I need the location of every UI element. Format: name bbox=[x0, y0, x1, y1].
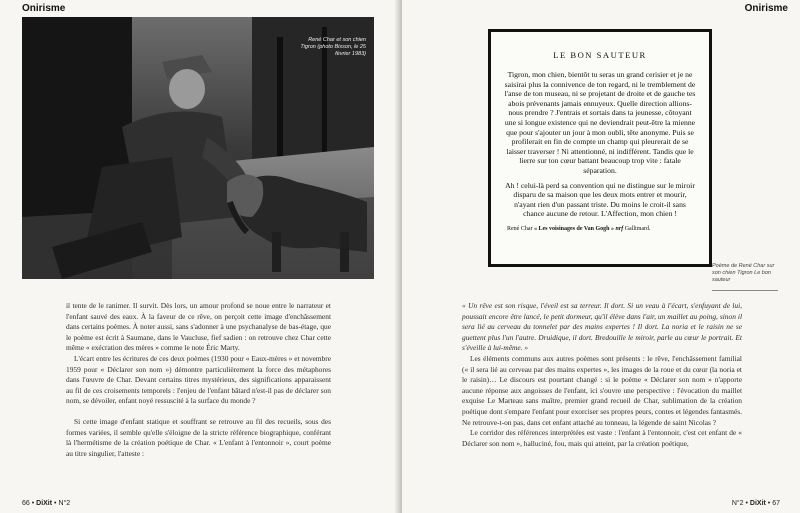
paragraph: Le corridor des références interprétées est vaste : l'enfant à l'entonnoir, c'est cet enfant de « Déclarer son nom », halluciné, fou, mais qui atteint, par la création poétique, bbox=[462, 428, 742, 448]
side-caption: Poème de René Char sur son chien Tigron Le bon sauteur bbox=[712, 263, 775, 284]
paragraph: Si cette image d'enfant statique et souffrant se retrouve au fil des recueils, sous des formes variées, il semble qu'elle s'éloigne de la stricte référence biographique, conférant là l'hermétisme de la création poétique de Char. « L'enfant à l'entonnoir », court poème au titre singulier, l'atteste : bbox=[66, 416, 331, 458]
page-footer-right bbox=[732, 500, 780, 507]
caption-rule bbox=[712, 290, 778, 291]
poem-box bbox=[488, 29, 712, 267]
magazine-logo: DiXit bbox=[36, 500, 53, 507]
left-body-text bbox=[66, 301, 331, 459]
page-number: 67 bbox=[772, 500, 780, 507]
paragraph: il tente de le ranimer. Il survit. Dès lors, un amour profond se noue entre le narrateur et l'enfant sauvé des eaux. À la faveur de ce rêve, on perçoit cette image d'enchâssement dans certains poèmes. À noter aussi, sans s'adonner à une psychanalyse de bas-étage, que le poème est écrit à Saumane, dans le Vaucluse, fief sadien : on retrouve chez Char cette même « exécration des mères » comme le note Éric Marty. bbox=[66, 301, 331, 353]
section-label: Onirisme bbox=[744, 3, 788, 14]
photo-caption: René Char et son chien Tigron (photo Bisson, le 25 février 1983) bbox=[300, 37, 366, 57]
photo-char-and-dog bbox=[22, 17, 374, 279]
right-page bbox=[402, 0, 800, 513]
poem-text bbox=[503, 70, 697, 219]
poem-source-title: « Les voisinages de Van Gogh » bbox=[534, 225, 615, 232]
quote-paragraph: « Un rêve est son risque, l'éveil est sa terreur. Il dort. Si un veau à l'écart, s'enfuyant de lui, poussait encore être lancé, le petit dormeur, qu'il élève dans l'air, un maillet au poing, sinon il sera lié au cerveau du tonnelet par des mains expertes ! Il dort. La noria et le raisin ne se guettent plus l'un l'autre. Druidique, il dort. Bredouille le miroir, parle au cœur le portrait. Et s'éveille à lui-même. » bbox=[462, 301, 742, 353]
page-number: 66 bbox=[22, 500, 30, 507]
footer-separator: • bbox=[765, 500, 773, 507]
poem-stanza: Tigron, mon chien, bientôt tu seras un grand cerisier et je ne saisirai plus la connivence de ton regard, ni le tremblement de l'anse de ton museau, ni se projetant de droite et de gauche tes abois prévenants jamais ennuyeux. Quelle direction allions-nous prendre ? J'entrais et sortais dans ta jeunesse, côtoyant une si longue existence qui ne deviendrait peut-être la mienne que pour s'ajouter un jour à mon oubli, tête anonyme. Puis se profilerait en fin de compte un champ qui pleurerait de se laisser traverser ! Ni attentionné, ni indifférent. Tandis que le lierre sur ton cœur battant beaucoup trop vite : fatale séparation. bbox=[504, 70, 696, 175]
left-page bbox=[0, 0, 398, 513]
section-label: Onirisme bbox=[22, 3, 66, 14]
paragraph: Les éléments communs aux autres poèmes sont présents : le rêve, l'enchâssement familial (« il sera lié au cerveau par des mains expertes », les images de la roue et du cœur (la noria et le raisin)… Le discours est pourtant changé : si le poème « Déclarer son nom » n'apporte aucune réponse aux angoisses de l'enfant, ici s'ouvre une perspective : l'évocation du maillet exquise Le Marteau sans maître, premier grand recueil de Char, sublimation de la création poétique dont s'empare l'enfant pour exorciser ses propres peurs, contes et légendes fantasmés. Ne retrouve-t-on pas, dans cet enfant attaché au tonneau, la légende de saint Nicolas ? bbox=[462, 353, 742, 427]
issue-number: N°2 bbox=[731, 500, 744, 507]
poem-title: LE BON SAUTEUR bbox=[553, 50, 647, 60]
poem-source-author: René Char bbox=[507, 225, 533, 232]
issue-number: N°2 bbox=[58, 500, 71, 507]
page-footer-left bbox=[22, 500, 70, 507]
footer-separator: • bbox=[29, 500, 37, 507]
poem-source-publisher: nrf bbox=[615, 225, 624, 232]
right-body-text bbox=[462, 301, 742, 449]
poem-source bbox=[503, 226, 697, 232]
magazine-logo: DiXit bbox=[749, 500, 766, 507]
poem-stanza: Ah ! celui-là perd sa convention qui ne distingue sur le miroir disparu de sa maison que les deux mots entrer et mourir, n'ayant rien d'un passant triste. Du moins le croit-il sans chance aucune de retour. L'Affection, mon chien ! bbox=[505, 180, 695, 219]
footer-separator: • bbox=[743, 500, 750, 507]
footer-separator: • bbox=[52, 500, 59, 507]
paragraph: L'écart entre les écritures de ces deux poèmes (1930 pour « Eaux-mères » et novembre 1959 pour « Déclarer son nom ») démontre particulièrement la force des métaphores dans l'œuvre de Char. Devant certains titres mystérieux, des significations apparaissent au fil de ces croisements temporels : l'enjeu de l'enfant bâtard n'est-il pas de déclarer son nom, se dévoiler, enfant noyé ressuscité à la surface du monde ? bbox=[66, 353, 331, 406]
poem-source-house: Gallimard. bbox=[624, 225, 651, 232]
